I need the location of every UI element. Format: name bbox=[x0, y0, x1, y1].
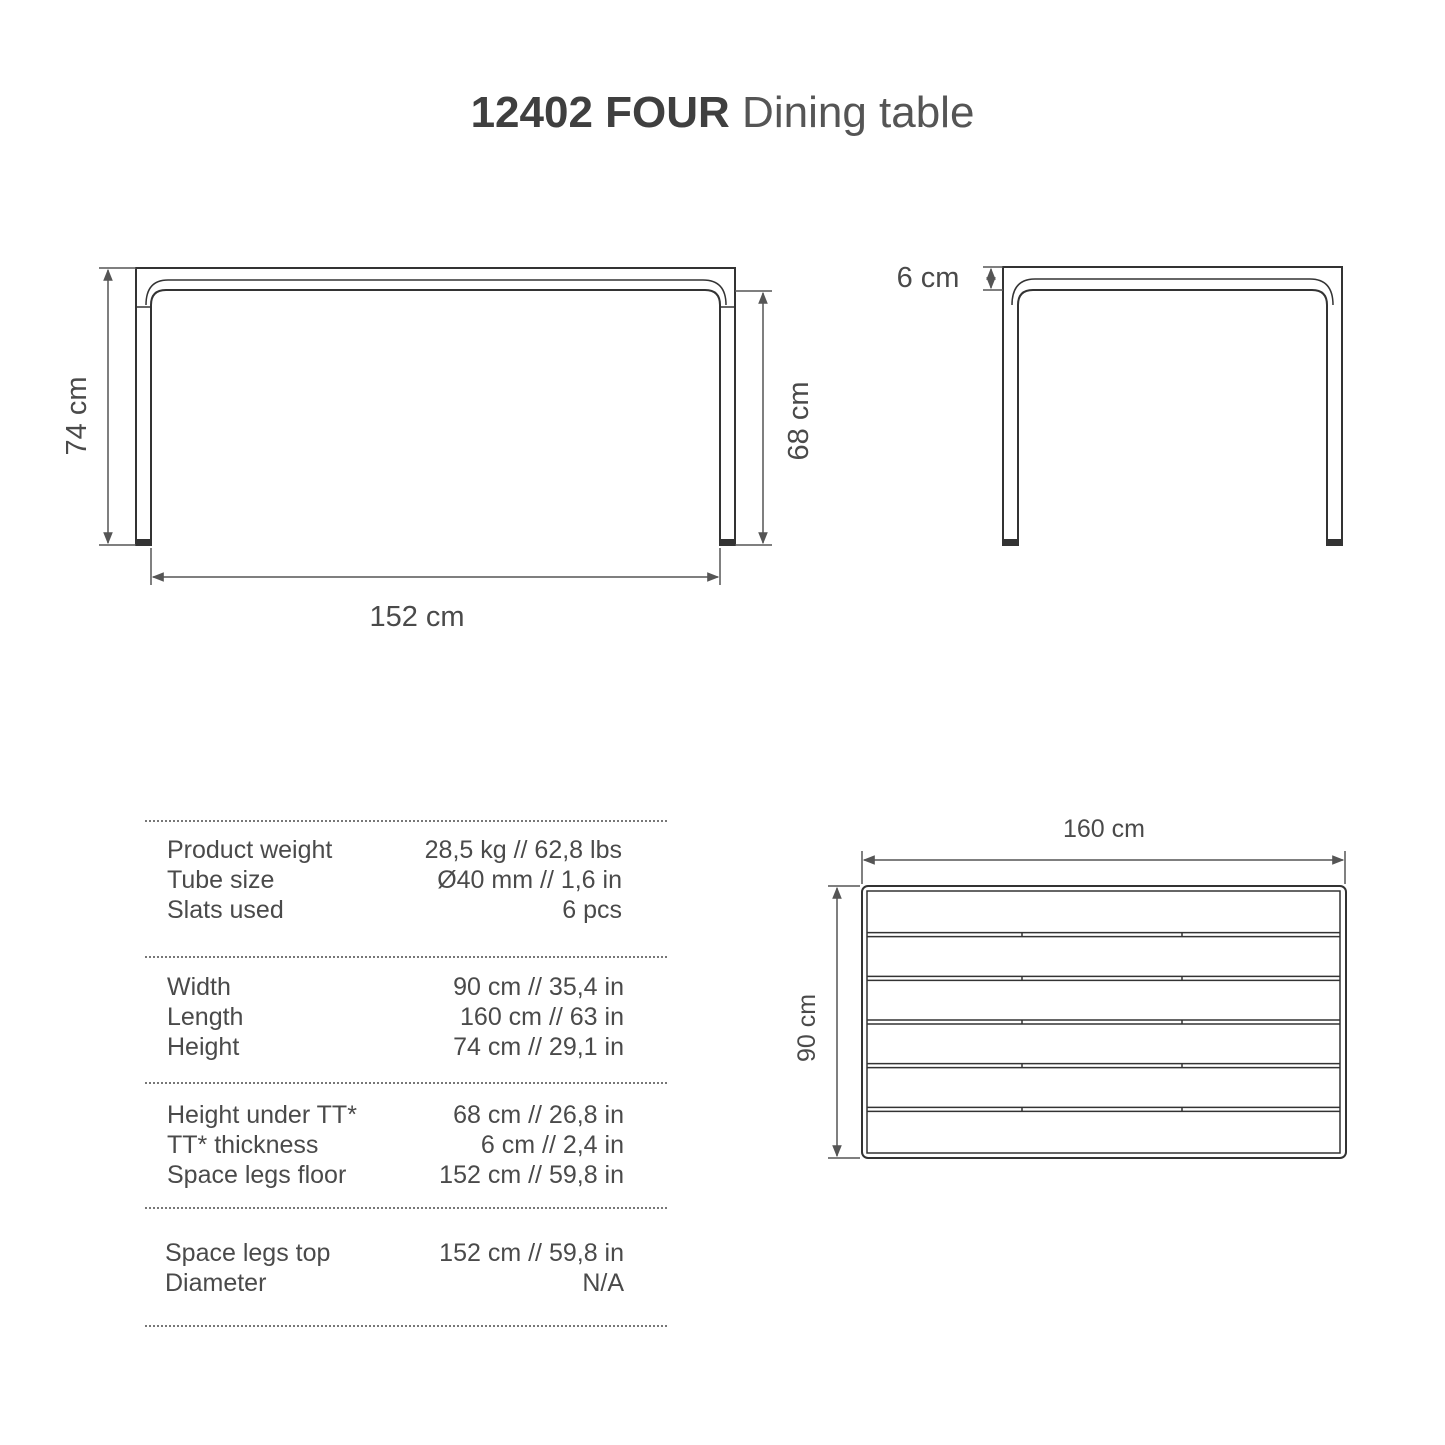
spec-label: Width bbox=[167, 973, 231, 1001]
leg-space-152-label: 152 cm bbox=[369, 601, 465, 633]
spec-value: 152 cm // 59,8 in bbox=[439, 1239, 624, 1267]
spec-label: Length bbox=[167, 1003, 244, 1031]
spec-value: 90 cm // 35,4 in bbox=[453, 973, 624, 1001]
height-under-68-label: 68 cm bbox=[783, 381, 815, 461]
spec-value: N/A bbox=[582, 1269, 624, 1297]
spec-value: 160 cm // 63 in bbox=[460, 1003, 624, 1031]
top-view-drawing bbox=[862, 886, 1346, 1158]
spec-row bbox=[165, 1238, 624, 1268]
spec-group-weight bbox=[167, 835, 622, 925]
front-view-drawing bbox=[136, 268, 735, 545]
spec-group-dimensions bbox=[167, 972, 624, 1062]
spec-label: Height under TT* bbox=[167, 1101, 357, 1129]
spec-label: Space legs top bbox=[165, 1239, 331, 1267]
spec-divider bbox=[145, 1082, 667, 1084]
spec-label: Diameter bbox=[165, 1269, 267, 1297]
spec-value: 28,5 kg // 62,8 lbs bbox=[424, 836, 622, 864]
product-name: Dining table bbox=[742, 88, 975, 137]
spec-divider bbox=[145, 1207, 667, 1209]
spec-row bbox=[165, 1268, 624, 1298]
spec-label: TT* thickness bbox=[167, 1131, 319, 1159]
spec-value: Ø40 mm // 1,6 in bbox=[437, 866, 622, 894]
spec-divider bbox=[145, 1325, 667, 1327]
spec-row bbox=[167, 835, 622, 865]
height-74-label: 74 cm bbox=[61, 376, 93, 456]
spec-label: Product weight bbox=[167, 836, 333, 864]
spec-row bbox=[167, 895, 622, 925]
spec-value: 152 cm // 59,8 in bbox=[439, 1161, 624, 1189]
spec-value: 74 cm // 29,1 in bbox=[453, 1033, 624, 1061]
width-90-label: 90 cm bbox=[793, 993, 821, 1063]
spec-row bbox=[167, 972, 624, 1002]
spec-label: Slats used bbox=[167, 896, 284, 924]
length-160-label: 160 cm bbox=[1063, 815, 1145, 843]
spec-row bbox=[167, 1032, 624, 1062]
spec-label: Tube size bbox=[167, 866, 275, 894]
spec-label: Height bbox=[167, 1033, 240, 1061]
spec-row bbox=[167, 1100, 624, 1130]
spec-group-heights bbox=[167, 1100, 624, 1190]
spec-value: 68 cm // 26,8 in bbox=[453, 1101, 624, 1129]
thickness-6-label: 6 cm bbox=[896, 262, 960, 294]
spec-row bbox=[167, 865, 622, 895]
spec-value: 6 cm // 2,4 in bbox=[480, 1131, 624, 1159]
front-view-dimensions bbox=[99, 268, 772, 585]
spec-row bbox=[167, 1160, 624, 1190]
side-view-drawing bbox=[1003, 267, 1342, 545]
spec-row bbox=[167, 1130, 624, 1160]
spec-divider bbox=[145, 956, 667, 958]
spec-divider bbox=[145, 820, 667, 822]
spec-group-legs bbox=[165, 1238, 624, 1298]
product-code: 12402 FOUR bbox=[470, 88, 730, 137]
side-view-dimensions bbox=[983, 267, 1003, 290]
spec-label: Space legs floor bbox=[167, 1161, 347, 1189]
spec-row bbox=[167, 1002, 624, 1032]
spec-value: 6 pcs bbox=[562, 896, 622, 924]
